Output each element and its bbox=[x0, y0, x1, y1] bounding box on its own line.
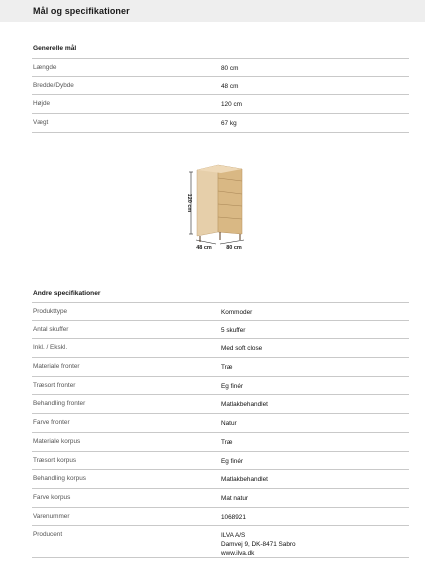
row-label: Materiale fronter bbox=[33, 363, 80, 371]
row-value: Eg finér bbox=[221, 457, 244, 465]
table-row bbox=[32, 395, 409, 414]
producer-address: Damvej 9, DK-8471 Sabro bbox=[221, 541, 296, 549]
table-row bbox=[32, 358, 409, 377]
row-value: 1068921 bbox=[221, 513, 246, 521]
table-row bbox=[32, 77, 409, 96]
row-value: Kommoder bbox=[221, 309, 253, 316]
table-row bbox=[32, 58, 409, 77]
row-label: Træsort fronter bbox=[33, 381, 76, 389]
other-specifications-table bbox=[32, 302, 409, 558]
table-row bbox=[32, 508, 409, 527]
row-value: 5 skuffer bbox=[221, 326, 246, 334]
row-label: Farve korpus bbox=[33, 493, 71, 501]
table-row bbox=[32, 377, 409, 396]
table-row bbox=[32, 452, 409, 471]
row-label: Træsort korpus bbox=[33, 456, 77, 464]
depth-label: 48 cm bbox=[196, 245, 212, 250]
table-row bbox=[32, 114, 409, 133]
row-value: 67 kg bbox=[221, 120, 237, 128]
row-label: Længde bbox=[33, 64, 57, 71]
section-title-other: Andre specifikationer bbox=[33, 290, 101, 297]
row-value: Mat natur bbox=[221, 494, 248, 502]
row-value: Træ bbox=[221, 364, 233, 372]
row-label: Inkl. / Ekskl. bbox=[33, 344, 68, 352]
table-row bbox=[32, 470, 409, 489]
row-value: Eg finér bbox=[221, 382, 244, 390]
producer-name: ILVA A/S bbox=[221, 532, 246, 540]
row-label: Produkttype bbox=[33, 308, 68, 315]
table-row bbox=[32, 433, 409, 452]
dresser-dimension-diagram bbox=[180, 160, 255, 250]
row-label: Farve fronter bbox=[33, 419, 70, 427]
height-label: 120 cm bbox=[186, 193, 192, 213]
row-value: 48 cm bbox=[221, 82, 239, 90]
row-value: Med soft close bbox=[221, 345, 263, 353]
table-row bbox=[32, 95, 409, 114]
row-label: Vægt bbox=[33, 119, 49, 127]
row-label: Behandling korpus bbox=[33, 475, 86, 483]
page-title: Mål og specifikationer bbox=[33, 6, 130, 16]
table-row bbox=[32, 339, 409, 358]
table-row bbox=[32, 414, 409, 433]
row-label: Behandling fronter bbox=[33, 400, 86, 408]
table-row bbox=[32, 321, 409, 340]
table-row bbox=[32, 489, 409, 508]
section-title-general: Generelle mål bbox=[33, 45, 77, 52]
row-label: Højde bbox=[33, 100, 51, 108]
row-label: Antal skuffer bbox=[33, 325, 69, 333]
producer-website: www.ilva.dk bbox=[221, 550, 255, 558]
row-value: Matlakbehandlet bbox=[221, 401, 268, 409]
width-label: 80 cm bbox=[226, 245, 242, 250]
producer-row bbox=[32, 526, 409, 558]
general-dimensions-table bbox=[32, 58, 409, 133]
producer-info bbox=[221, 531, 296, 558]
row-value: Træ bbox=[221, 438, 233, 446]
row-label: Materiale korpus bbox=[33, 437, 81, 445]
table-row bbox=[32, 302, 409, 321]
dresser-illustration bbox=[180, 160, 255, 250]
row-value: 120 cm bbox=[221, 101, 242, 109]
row-label: Varenummer bbox=[33, 512, 70, 520]
producer-label: Producent bbox=[33, 531, 63, 539]
row-label: Bredde/Dybde bbox=[33, 81, 74, 89]
row-value: Matlakbehandlet bbox=[221, 476, 268, 484]
row-value: 80 cm bbox=[221, 65, 239, 72]
row-value: Natur bbox=[221, 420, 237, 428]
